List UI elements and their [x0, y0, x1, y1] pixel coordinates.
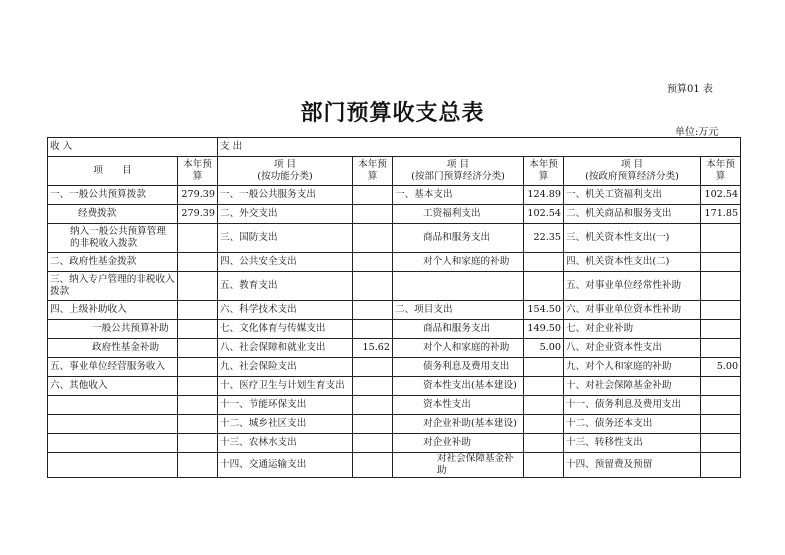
income-amount-cell [178, 396, 218, 415]
dept-item-cell: 一、基本支出 [393, 186, 524, 205]
budget-table [47, 137, 741, 478]
gov-item-cell: 九、对个人和家庭的补助 [564, 358, 701, 377]
income-item-cell [48, 434, 178, 453]
dept-item-cell: 资本性支出 [393, 396, 524, 415]
dept-item-cell: 对社会保障基金补助 [393, 453, 524, 478]
gov-item-cell: 十、对社会保障基金补助 [564, 377, 701, 396]
func-amount-cell: 15.62 [353, 339, 393, 358]
table-row [48, 415, 741, 434]
income-item-cell: 五、事业单位经营服务收入 [48, 358, 178, 377]
gov-amount-cell [701, 253, 741, 272]
income-section-header: 收 入 [48, 138, 218, 157]
func-item-cell: 二、外交支出 [218, 205, 353, 224]
dept-amount-cell [524, 453, 564, 478]
income-amount-cell [178, 415, 218, 434]
income-amount-header: 本年预算 [178, 157, 218, 186]
dept-amount-cell [524, 415, 564, 434]
func-amount-cell [353, 253, 393, 272]
income-amount-cell [178, 301, 218, 320]
gov-amount-cell [701, 415, 741, 434]
gov-amount-cell: 171.85 [701, 205, 741, 224]
income-amount-cell [178, 272, 218, 301]
dept-amount-cell [524, 396, 564, 415]
func-item-cell: 十一、节能环保支出 [218, 396, 353, 415]
page-title: 部门预算收支总表 [300, 100, 485, 126]
income-amount-cell [178, 320, 218, 339]
func-item-cell: 五、教育支出 [218, 272, 353, 301]
income-amount-cell [178, 377, 218, 396]
income-item-cell: 纳入一般公共预算管理的非税收入拨款 [48, 224, 178, 253]
gov-item-cell: 十二、债务还本支出 [564, 415, 701, 434]
gov-amount-header: 本年预算 [701, 157, 741, 186]
table-row [48, 339, 741, 358]
dept-amount-cell [524, 253, 564, 272]
income-item-cell: 四、上级补助收入 [48, 301, 178, 320]
dept-amount-cell [524, 377, 564, 396]
income-item-cell: 二、政府性基金拨款 [48, 253, 178, 272]
unit-label: 单位:万元 [675, 127, 719, 138]
gov-amount-cell: 102.54 [701, 186, 741, 205]
func-amount-cell [353, 320, 393, 339]
dept-item-cell: 对个人和家庭的补助 [393, 253, 524, 272]
table-row [48, 186, 741, 205]
func-amount-cell [353, 453, 393, 478]
func-item-cell: 一、一般公共服务支出 [218, 186, 353, 205]
income-amount-cell [178, 453, 218, 478]
dept-amount-cell [524, 434, 564, 453]
func-item-cell: 七、文化体育与传媒支出 [218, 320, 353, 339]
expense-section-header: 支 出 [218, 138, 741, 157]
dept-item-cell: 商品和服务支出 [393, 320, 524, 339]
dept-amount-cell: 154.50 [524, 301, 564, 320]
dept-item-cell: 对企业补助 [393, 434, 524, 453]
table-row [48, 320, 741, 339]
income-item-cell: 六、其他收入 [48, 377, 178, 396]
dept-amount-cell [524, 272, 564, 301]
dept-item-cell: 商品和服务支出 [393, 224, 524, 253]
func-amount-header: 本年预算 [353, 157, 393, 186]
gov-amount-cell [701, 224, 741, 253]
table-row [48, 434, 741, 453]
dept-item-cell: 对企业补助(基本建设) [393, 415, 524, 434]
income-amount-cell [178, 339, 218, 358]
dept-amount-cell: 124.89 [524, 186, 564, 205]
income-item-cell [48, 453, 178, 478]
gov-item-cell: 十四、预留费及预留 [564, 453, 701, 478]
func-item-cell: 十四、交通运输支出 [218, 453, 353, 478]
gov-amount-cell [701, 434, 741, 453]
func-item-cell: 六、科学技术支出 [218, 301, 353, 320]
gov-amount-cell [701, 320, 741, 339]
table-row [48, 453, 741, 478]
dept-item-cell: 对个人和家庭的补助 [393, 339, 524, 358]
gov-item-cell: 十三、转移性支出 [564, 434, 701, 453]
gov-amount-cell [701, 272, 741, 301]
func-amount-cell [353, 205, 393, 224]
gov-item-cell: 二、机关商品和服务支出 [564, 205, 701, 224]
gov-item-cell: 八、对企业资本性支出 [564, 339, 701, 358]
table-row [48, 224, 741, 253]
income-amount-cell [178, 434, 218, 453]
income-amount-cell [178, 358, 218, 377]
gov-amount-cell [701, 301, 741, 320]
income-item-cell: 三、纳入专户管理的非税收入拨款 [48, 272, 178, 301]
income-amount-cell: 279.39 [178, 186, 218, 205]
gov-item-cell: 七、对企业补助 [564, 320, 701, 339]
table-row [48, 253, 741, 272]
dept-item-cell: 工资福利支出 [393, 205, 524, 224]
func-amount-cell [353, 396, 393, 415]
gov-item-cell: 一、机关工资福利支出 [564, 186, 701, 205]
func-amount-cell [353, 301, 393, 320]
table-row [48, 205, 741, 224]
gov-amount-cell [701, 377, 741, 396]
dept-item-cell: 债务利息及费用支出 [393, 358, 524, 377]
table-row [48, 377, 741, 396]
func-item-cell: 九、社会保险支出 [218, 358, 353, 377]
dept-amount-cell: 5.00 [524, 339, 564, 358]
income-item-cell [48, 396, 178, 415]
gov-item-cell: 六、对事业单位资本性补助 [564, 301, 701, 320]
table-row [48, 358, 741, 377]
income-item-header: 项 目 [48, 157, 178, 186]
gov-amount-cell [701, 339, 741, 358]
gov-amount-cell: 5.00 [701, 358, 741, 377]
func-amount-cell [353, 272, 393, 301]
table-row [48, 301, 741, 320]
dept-item-cell: 二、项目支出 [393, 301, 524, 320]
func-item-cell: 十二、城乡社区支出 [218, 415, 353, 434]
func-amount-cell [353, 224, 393, 253]
func-item-cell: 十、医疗卫生与计划生育支出 [218, 377, 353, 396]
income-amount-cell: 279.39 [178, 205, 218, 224]
func-amount-cell [353, 358, 393, 377]
gov-amount-cell [701, 396, 741, 415]
func-item-header: 项 目 (按功能分类) [218, 157, 353, 186]
dept-amount-cell [524, 358, 564, 377]
dept-amount-cell: 22.35 [524, 224, 564, 253]
dept-amount-cell: 102.54 [524, 205, 564, 224]
gov-item-cell: 四、机关资本性支出(二) [564, 253, 701, 272]
table-row [48, 396, 741, 415]
gov-item-cell: 五、对事业单位经常性补助 [564, 272, 701, 301]
income-item-cell: 一般公共预算补助 [48, 320, 178, 339]
dept-amount-header: 本年预算 [524, 157, 564, 186]
income-item-cell: 政府性基金补助 [48, 339, 178, 358]
func-amount-cell [353, 186, 393, 205]
dept-item-cell: 资本性支出(基本建设) [393, 377, 524, 396]
func-amount-cell [353, 377, 393, 396]
func-amount-cell [353, 415, 393, 434]
gov-item-cell: 十一、债务利息及费用支出 [564, 396, 701, 415]
income-item-cell: 经费拨款 [48, 205, 178, 224]
dept-amount-cell: 149.50 [524, 320, 564, 339]
func-item-cell: 八、社会保障和就业支出 [218, 339, 353, 358]
form-number: 预算01 表 [667, 84, 713, 95]
dept-item-cell [393, 272, 524, 301]
func-item-cell: 十三、农林水支出 [218, 434, 353, 453]
func-amount-cell [353, 434, 393, 453]
income-item-cell: 一、一般公共预算拨款 [48, 186, 178, 205]
func-item-cell: 三、国防支出 [218, 224, 353, 253]
income-amount-cell [178, 224, 218, 253]
dept-item-header: 项 目 (按部门预算经济分类) [393, 157, 524, 186]
gov-item-cell: 三、机关资本性支出(一) [564, 224, 701, 253]
income-amount-cell [178, 253, 218, 272]
gov-amount-cell [701, 453, 741, 478]
table-row [48, 272, 741, 301]
income-item-cell [48, 415, 178, 434]
func-item-cell: 四、公共安全支出 [218, 253, 353, 272]
gov-item-header: 项 目 (按政府预算经济分类) [564, 157, 701, 186]
